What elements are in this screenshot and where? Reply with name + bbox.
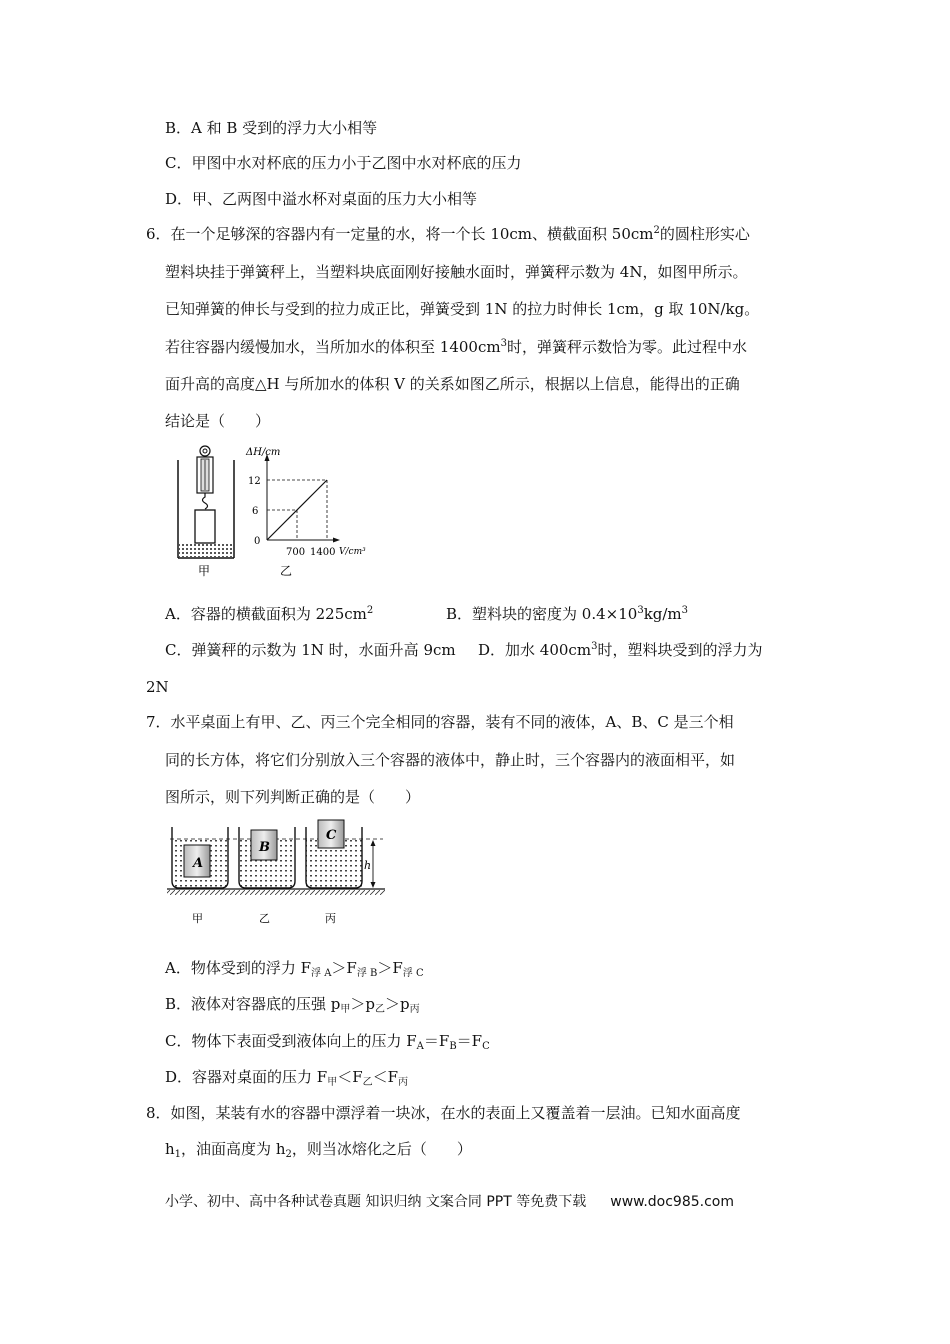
q6-figure bbox=[170, 440, 380, 580]
footer-url[interactable]: www.doc985.com bbox=[610, 1194, 734, 1210]
height-label: h bbox=[364, 859, 372, 872]
container-yi-q7 bbox=[239, 827, 295, 888]
container-jia-drawing bbox=[178, 446, 234, 558]
q6-graph bbox=[265, 454, 341, 543]
q5-option-d: D．甲、乙两图中溢水杯对桌面的压力大小相等 bbox=[165, 190, 478, 208]
q5-option-b: B．A 和 B 受到的浮力大小相等 bbox=[165, 119, 378, 137]
y-tick-6: 6 bbox=[252, 506, 259, 517]
q7-option-c: C．物体下表面受到液体向上的压力 $F_A=F_B=F_C$ bbox=[165, 1032, 490, 1052]
q7-figure bbox=[165, 815, 395, 935]
page-footer bbox=[165, 1191, 734, 1211]
q6-line-6: 结论是（ ） bbox=[165, 412, 271, 430]
x-axis-label: V/cm³ bbox=[339, 547, 366, 557]
origin-label: 0 bbox=[254, 536, 261, 547]
block-c-label: C bbox=[326, 828, 337, 843]
q6-option-d: D．加水 $400cm^3$时，塑料块受到的浮力为 bbox=[478, 641, 763, 659]
q7-line-1: 7．水平桌面上有甲、乙、丙三个完全相同的容器，装有不同的液体，A、B、C 是三个相 bbox=[146, 713, 734, 731]
q6-option-c: C．弹簧秤的示数为 1N 时，水面升高 9cm bbox=[165, 641, 456, 659]
q6-line-1: 6．在一个足够深的容器内有一定量的水，将一个长 10cm、横截面积 $50cm^2$的圆柱形实心 bbox=[146, 225, 750, 243]
block-a-label: A bbox=[193, 856, 204, 871]
y-axis-label: ΔH/cm bbox=[246, 447, 281, 458]
q6-line-4: 若往容器内缓慢加水，当所加水的体积至 $1400cm^3$时，弹簧秤示数恰为零。此过程中水 bbox=[165, 338, 747, 356]
label-bing-q7: 丙 bbox=[325, 912, 336, 925]
q8-line-1: 8．如图，某装有水的容器中漂浮着一块冰，在水的表面上又覆盖着一层油。已知水面高度 bbox=[146, 1104, 741, 1122]
q5-option-c: C．甲图中水对杯底的压力小于乙图中水对杯底的压力 bbox=[165, 154, 522, 172]
block-b-label: B bbox=[259, 840, 270, 855]
x-tick-700: 700 bbox=[286, 547, 306, 558]
q7-option-d: D．容器对桌面的压力 $F_甲<F_乙<F_丙$ bbox=[165, 1068, 409, 1088]
label-jia: 甲 bbox=[198, 564, 211, 578]
label-yi: 乙 bbox=[280, 564, 293, 578]
q6-line-2: 塑料块挂于弹簧秤上，当塑料块底面刚好接触水面时，弹簧秤示数为 4N，如图甲所示。 bbox=[165, 263, 748, 281]
label-jia-q7: 甲 bbox=[192, 912, 203, 925]
x-tick-1400: 1400 bbox=[310, 547, 336, 558]
q6-option-a: A．容器的横截面积为 $225cm^2$ bbox=[165, 605, 374, 623]
q7-line-3: 图所示，则下列判断正确的是（ ） bbox=[165, 788, 421, 806]
q6-line-3: 已知弹簧的伸长与受到的拉力成正比，弹簧受到 1N 的拉力时伸长 1cm，g 取 10N/kg。 bbox=[165, 300, 760, 318]
q7-line-2: 同的长方体，将它们分别放入三个容器的液体中，静止时，三个容器内的液面相平，如 bbox=[165, 751, 736, 769]
q6-option-b: B．塑料块的密度为 $0.4\times 10^3kg/m^3$ bbox=[446, 605, 689, 623]
q6-line-5: 面升高的高度△H 与所加水的体积 V 的关系如图乙所示，根据以上信息，能得出的正确 bbox=[165, 375, 740, 393]
q8-line-2: $h_1$，油面高度为 $h_2$，则当冰熔化之后（ ） bbox=[165, 1140, 472, 1160]
footer-text: 小学、初中、高中各种试卷真题 知识归纳 文案合同 PPT 等免费下载 bbox=[165, 1194, 587, 1210]
label-yi-q7: 乙 bbox=[259, 912, 270, 925]
y-tick-12: 12 bbox=[248, 476, 261, 487]
q6-option-d-continued: 2N bbox=[146, 678, 169, 696]
q7-option-a: A．物体受到的浮力 $F_{浮 A}>F_{浮 B}>F_{浮 C}$ bbox=[165, 959, 424, 979]
q7-option-b: B．液体对容器底的压强 $p_甲>p_乙>p_丙$ bbox=[165, 995, 420, 1015]
